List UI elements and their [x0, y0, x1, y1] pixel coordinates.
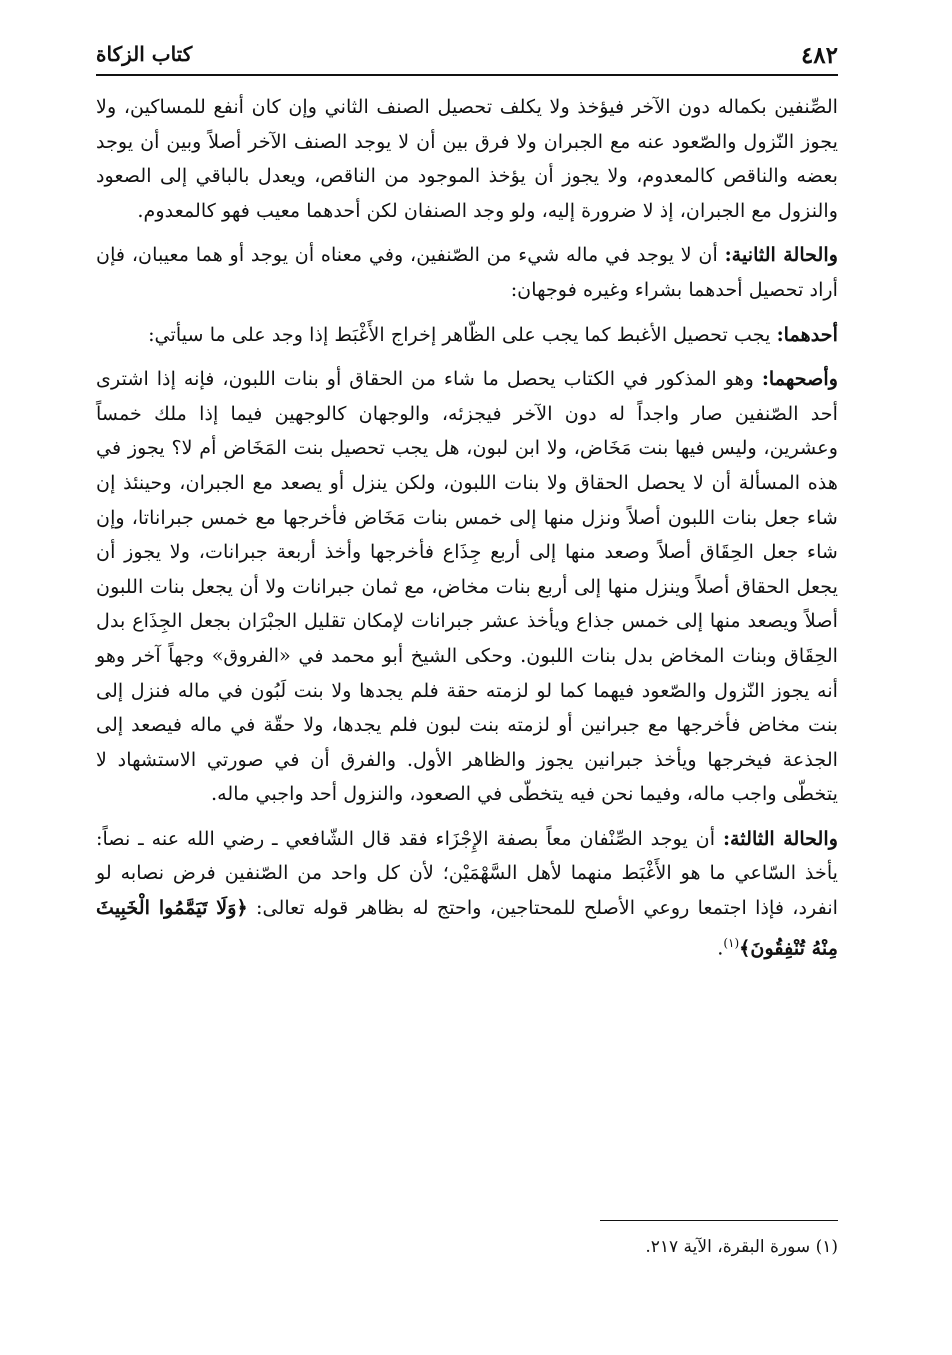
- paragraph-5-text: أن يوجد الصِّنْفان معاً بصفة الإِجْزَاء فقد قال الشّافعي ـ رضي الله عنه ـ نصاً: يأخذ السّاعي ما هو الأَغْبَط منهما لأهل السَّهْمَيْن؛ لأن كل واحد من الصّنفين فرض نصابه لو انفرد، فإذا اجتمعا روعي الأصلح للمحتاجين، واحتج له بظاهر قوله تعالى:: [96, 826, 839, 920]
- footnote-ref[interactable]: (١): [723, 935, 740, 950]
- footnote: (١) سورة البقرة، الآية ٢١٧.: [645, 1237, 838, 1257]
- paragraph-4: [96, 362, 838, 812]
- paragraph-5-end: .: [717, 936, 724, 960]
- paragraph-1-text: الصِّنفين بكماله دون الآخر فيؤخذ ولا يكلف تحصيل الصنف الثاني وإن كان أنفع للمساكين، ولا يجوز النّزول والصّعود عنه مع الجبران ولا فرق بين أن لا يوجد الصنف الآخر أصلاً وبين أن يوجد بعضه والناقص كالمعدوم، ولا يجوز أن يؤخذ الموجود من الناقص، ويعدل بالباقي إلى الصعود والنزول مع الجبران، إذ لا ضرورة إليه، ولو وجد الصنفان لكن أحدهما معيب فهو كالمعدوم.: [96, 95, 838, 222]
- paragraph-5: [96, 822, 838, 966]
- paragraph-2: [96, 238, 838, 307]
- page-header: [96, 36, 838, 76]
- running-title: كتاب الزكاة: [96, 42, 193, 66]
- paragraph-3: [96, 318, 838, 353]
- page-number: ٤٨٢: [800, 42, 838, 69]
- paragraph-3-lead: أحدهما:: [776, 322, 838, 346]
- main-text: [96, 90, 838, 966]
- book-page: [96, 36, 838, 1326]
- paragraph-2-text: أن لا يوجد في ماله شيء من الصّنفين، وفي معناه أن يوجد أو هما معيبان، فإن أراد تحصيل أحدهما بشراء وغيره فوجهان:: [96, 243, 838, 301]
- paragraph-4-lead: وأصحهما:: [761, 367, 838, 391]
- quran-verse: ﴿وَلَا تَيَمَّمُوا الْخَبِيثَ مِنْهُ تُنْفِقُونَ﴾: [96, 896, 838, 960]
- paragraph-3-text: يجب تحصيل الأغبط كما يجب على الظّاهر إخراج الأَغْبَط إذا وجد على ما سيأتي:: [148, 322, 777, 346]
- paragraph-1: [96, 90, 838, 228]
- paragraph-5-lead: والحالة الثالثة:: [722, 826, 838, 850]
- paragraph-4-text: وهو المذكور في الكتاب يحصل ما شاء من الحقاق أو بنات اللبون، فإنه إذا اشترى أحد الصّنفين صار واجداً له دون الآخر فيجزئه، والوجهان كالوجهين فيما إذا ملك خمساً وعشرين، وليس فيها بنت مَخَاض، ولا ابن لبون، هل يجب تحصيل بنت المَخَاض أم لا؟ يجوز في هذه المسألة أن لا يحصل الحقاق ولا بنات اللبون، ولكن ينزل أو يصعد مع الجبران، وحينئذ إن شاء جعل بنات اللبون أصلاً ونزل منها إلى خمس بنات مَخَاض فأخرجها مع خمس جبراناتا، وإن شاء جعل الحِقَاق أصلاً وصعد منها إلى أربع جِذَاع فأخرجها وأخذ أربعة جبرانات، ولا يجوز أن يجعل الحقاق أصلاً وينزل منها إلى أربع بنات مخاض، مع ثمان جبرانات ولا أن يجعل بنات اللبون أصلاً ويصعد منها إلى خمس جذاع ويأخذ عشر جبرانات لإمكان تقليل الجبْرَان بجعل الجِذَاع بدل الحِقَاق وبنات المخاض بدل بنات اللبون. وحكى الشيخ أبو محمد في «الفروق» وجهاً آخر وهو أنه يجوز النّزول والصّعود فيهما كما لو لزمته حقة فلم يجدها ولا بنت لَبُون في ماله فنزل إلى بنت مخاض فأخرجها مع جبرانين أو لزمته بنت لبون فلم يجدها، ولا حقّة في ماله فيصعد إلى الجذعة فيخرجها ويأخذ جبرانين يجوز والظاهر الأول. والفرق أن في صورتي الاستشهاد لا يتخطّى واجب ماله، وفيما نحن فيه يتخطّى في الصعود، والنزول أحد واجبي ماله.: [96, 367, 838, 806]
- footnote-divider: [600, 1220, 838, 1221]
- paragraph-2-lead: والحالة الثانية:: [724, 243, 838, 267]
